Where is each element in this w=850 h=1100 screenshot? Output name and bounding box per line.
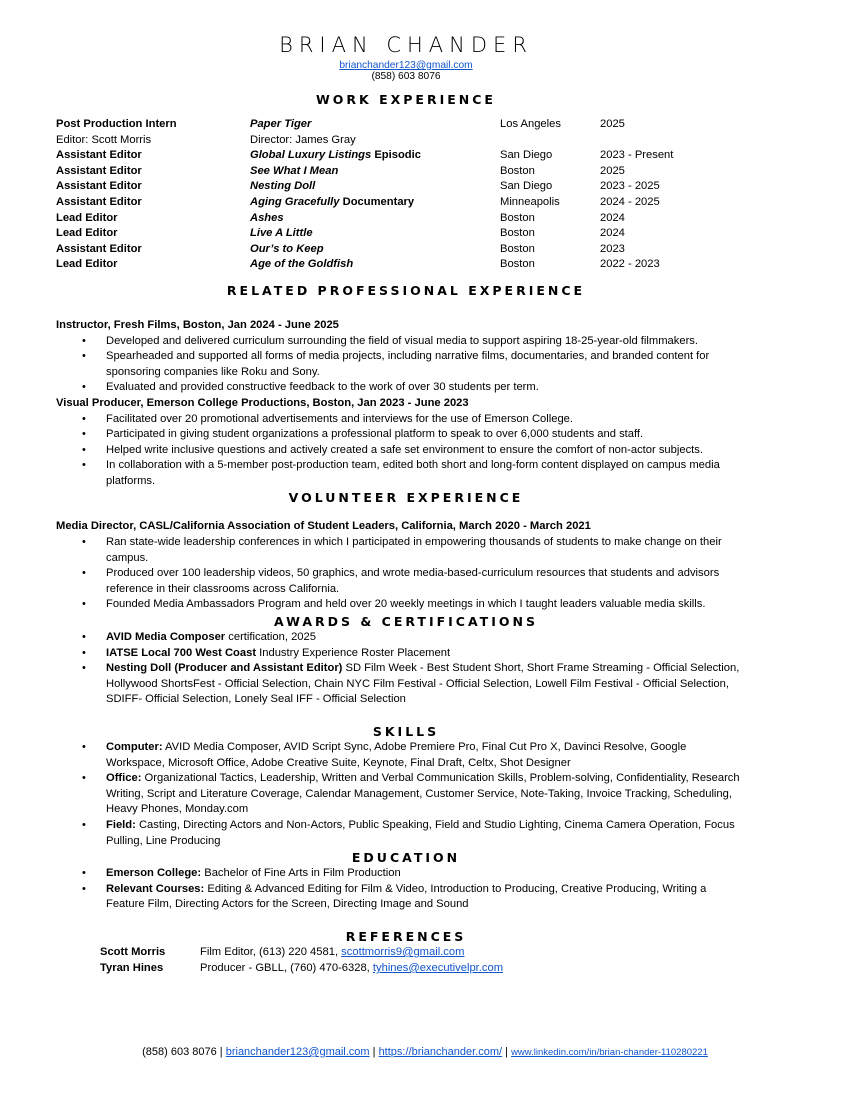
reference-email-link[interactable]: tyhines@executivelpr.com [372, 961, 504, 974]
references-title: REFERENCES [345, 928, 467, 944]
work-role: Assistant Editor [56, 164, 142, 177]
work-project-cell [250, 148, 500, 164]
job-heading: Instructor, Fresh Films, Boston, Jan 2024 - June 2025 [56, 318, 339, 331]
bullet-item: • Spearheaded and supported all forms of media projects, including narrative films, documentaries, and branded content for sponsoring companies like Roku and Sony. [106, 349, 756, 380]
bullet-text: certification, 2025 [225, 631, 316, 644]
work-dates: 2025 [600, 164, 625, 177]
volunteer-section [56, 519, 756, 613]
bullet-text: Organizational Tactics, Leadership, Written and Verbal Communication Skills, Problem-solving, Confidentiality, Research Writing, Script and Literature Coverage, Calendar Management, Customer Service, Note-Taking, Invoice Tracking, Scheduling, Heavy Phones, Monday.com [106, 772, 740, 816]
reference-info: Film Editor, (613) 220 4581, [200, 945, 342, 958]
header-email-link[interactable]: brianchander123@gmail.com [339, 60, 473, 71]
bullet-item: • Helped write inclusive questions and actively created a safe set environment to ensure the comfort of non-actor subjects. [106, 443, 756, 459]
related-experience-title: RELATED PROFESSIONAL EXPERIENCE [226, 282, 586, 298]
bullet-label: Emerson College: [106, 867, 202, 880]
work-project-cell [250, 257, 500, 273]
work-role: Lead Editor [56, 258, 118, 271]
reference-row [100, 960, 756, 976]
work-row [56, 211, 756, 227]
work-project-cell [250, 117, 500, 133]
work-row [56, 257, 756, 273]
bullet-item: • Ran state-wide leadership conferences in which I participated in empowering thousands of students to make change on their campus. [106, 535, 756, 566]
bullet-label: Office: [106, 772, 142, 785]
work-location: San Diego [500, 149, 553, 162]
work-dates: 2024 - 2025 [600, 195, 660, 208]
work-dates: 2024 [600, 211, 625, 224]
work-location: San Diego [500, 180, 553, 193]
work-location [500, 133, 600, 149]
work-role: Assistant Editor [56, 195, 142, 208]
work-project-cell [250, 226, 500, 242]
footer-email-link[interactable]: brianchander123@gmail.com [225, 1046, 370, 1058]
bullet-item [106, 630, 756, 646]
bullet-item: • Developed and delivered curriculum surrounding the field of visual media to support aspiring 18-25-year-old filmmakers. [106, 334, 756, 350]
volunteer-experience-title: VOLUNTEER EXPERIENCE [288, 490, 524, 506]
work-role: Assistant Editor [56, 149, 142, 162]
job-heading: Visual Producer, Emerson College Productions, Boston, Jan 2023 - June 2023 [56, 396, 469, 409]
awards-title: AWARDS & CERTIFICATIONS [274, 614, 538, 630]
bullet-text: SD Film Week - Best Student Short, Short Frame Streaming - Official Selection, Hollywood ShortsFest - Official Selection, Chain NYC Film Festival - Official Selection, Lowell Film Festival - Official Selection, SDIFF- Official Selection, Lonely Seal IFF - Official Selection [106, 662, 740, 706]
job-bullets [56, 412, 756, 490]
work-role: Assistant Editor [56, 180, 142, 193]
footer-website-link[interactable]: https://brianchander.com/ [378, 1046, 503, 1058]
bullet-item: • Founded Media Ambassadors Program and held over 20 weekly meetings in which I taught leaders valuable media skills. [106, 597, 756, 613]
bullet-item [106, 818, 756, 849]
volunteer-heading: Media Director, CASL/California Association of Student Leaders, California, March 2020 - March 2021 [56, 520, 591, 533]
work-location: Boston [500, 258, 535, 271]
work-location: Boston [500, 211, 535, 224]
work-project: Nesting Doll [250, 180, 316, 193]
work-role: Post Production Intern [56, 118, 177, 130]
work-project: Age of the Goldfish [250, 258, 354, 271]
bullet-item: • Facilitated over 20 promotional advertisements and interviews for the use of Emerson College. [106, 412, 756, 428]
skills-title: SKILLS [372, 724, 440, 739]
work-role: Editor: Scott Morris [56, 133, 152, 146]
reference-info: Producer - GBLL, (760) 470-6328, [200, 961, 373, 974]
work-role: Assistant Editor [56, 242, 142, 255]
reference-row [100, 944, 756, 960]
work-experience-title: WORK EXPERIENCE [316, 92, 496, 107]
volunteer-bullets [56, 535, 756, 613]
work-dates: 2023 - 2025 [600, 180, 660, 193]
bullet-item [106, 661, 756, 708]
work-project-cell [250, 179, 500, 195]
work-project: Aging Gracefully [250, 195, 340, 208]
job-bullets [56, 334, 756, 396]
work-row [56, 179, 756, 195]
footer-separator: | [502, 1046, 512, 1058]
footer-separator: | [216, 1046, 226, 1058]
work-project: Our’s to Keep [250, 242, 324, 255]
skills-list [56, 740, 756, 849]
work-location: Boston [500, 227, 535, 240]
work-dates: 2023 [600, 242, 625, 255]
work-project-cell [250, 133, 500, 149]
work-experience-table [56, 117, 756, 273]
work-project-cell [250, 195, 500, 211]
work-dates: 2024 [600, 227, 625, 240]
work-row [56, 164, 756, 180]
bullet-label: IATSE Local 700 West Coast [106, 646, 257, 659]
work-row [56, 133, 756, 149]
work-row [56, 148, 756, 164]
resume-name: BRIAN CHANDER [279, 33, 533, 57]
references-list [100, 944, 756, 976]
work-dates [600, 133, 720, 149]
work-location: Boston [500, 242, 535, 255]
related-experience-section [56, 318, 756, 490]
work-role: Lead Editor [56, 211, 118, 224]
work-dates: 2025 [600, 118, 625, 130]
education-list [56, 866, 756, 913]
bullet-item [106, 866, 756, 882]
reference-name: Scott Morris [100, 945, 166, 958]
bullet-item: • Produced over 100 leadership videos, 50 graphics, and wrote media-based-curriculum resources that students and advisors reference in their classrooms across California. [106, 566, 756, 597]
work-row [56, 195, 756, 211]
education-title: EDUCATION [351, 850, 461, 866]
work-project: Global Luxury Listings [250, 149, 372, 162]
awards-list [56, 630, 756, 708]
header-phone: (858) 603 8076 [371, 71, 441, 82]
footer-linkedin-link[interactable]: www.linkedin.com/in/brian-chander-110280221 [511, 1047, 708, 1058]
bullet-item: • Evaluated and provided constructive feedback to the work of over 30 students per term. [106, 380, 756, 396]
work-project: Paper Tiger [250, 118, 312, 130]
bullet-item [106, 646, 756, 662]
work-role: Lead Editor [56, 227, 118, 240]
work-project: Live A Little [250, 227, 313, 240]
bullet-label: Relevant Courses: [106, 882, 205, 895]
bullet-item: • Participated in giving student organizations a professional platform to speak to over 6,000 students and staff. [106, 427, 756, 443]
reference-name: Tyran Hines [100, 961, 164, 974]
bullet-text: AVID Media Composer, AVID Script Sync, Adobe Premiere Pro, Final Cut Pro X, Davinci Resolve, Google Workspace, Microsoft Office, Adobe Creative Suite, Keynote, Final Draft, Celtx, Shot Designer [106, 741, 687, 769]
reference-details [200, 944, 464, 960]
bullet-item [106, 882, 756, 913]
bullet-text: Editing & Advanced Editing for Film & Video, Introduction to Producing, Creative Producing, Writing a Feature Film, Directing Actors for the Screen, Directing Image and Sound [106, 882, 707, 911]
work-project: See What I Mean [250, 164, 339, 177]
resume-page [56, 32, 756, 976]
work-row [56, 117, 756, 133]
bullet-label: Field: [106, 818, 136, 831]
work-project: Director: James Gray [250, 133, 356, 146]
work-project-suffix: Documentary [339, 195, 415, 208]
bullet-text: Casting, Directing Actors and Non-Actors, Public Speaking, Field and Studio Lighting, Cinema Camera Operation, Focus Pulling, Line Producing [106, 818, 735, 847]
footer-contact [0, 1046, 850, 1058]
footer-phone: (858) 603 8076 [142, 1046, 217, 1058]
work-project: Ashes [250, 211, 284, 224]
work-dates: 2022 - 2023 [600, 258, 660, 271]
bullet-label: Nesting Doll (Producer and Assistant Editor) [106, 662, 343, 675]
work-project-cell [250, 164, 500, 180]
bullet-item [106, 771, 756, 818]
work-project-cell [250, 242, 500, 258]
bullet-text: Bachelor of Fine Arts in Film Production [201, 867, 401, 880]
work-location: Minneapolis [500, 195, 560, 208]
work-dates: 2023 - Present [600, 149, 674, 162]
work-project-cell [250, 211, 500, 227]
work-project-suffix: Episodic [371, 149, 421, 162]
bullet-label: Computer: [106, 741, 163, 753]
bullet-label: AVID Media Composer [106, 631, 226, 644]
reference-details [200, 960, 503, 976]
work-row [56, 226, 756, 242]
work-location: Los Angeles [500, 118, 561, 130]
work-location: Boston [500, 164, 535, 177]
bullet-item [106, 740, 756, 771]
reference-email-link[interactable]: scottmorris9@gmail.com [341, 945, 465, 958]
work-row [56, 242, 756, 258]
bullet-item: • In collaboration with a 5-member post-production team, edited both short and long-form content displayed on campus media platforms. [106, 458, 756, 489]
footer-separator: | [369, 1046, 379, 1058]
bullet-text: Industry Experience Roster Placement [256, 646, 451, 659]
